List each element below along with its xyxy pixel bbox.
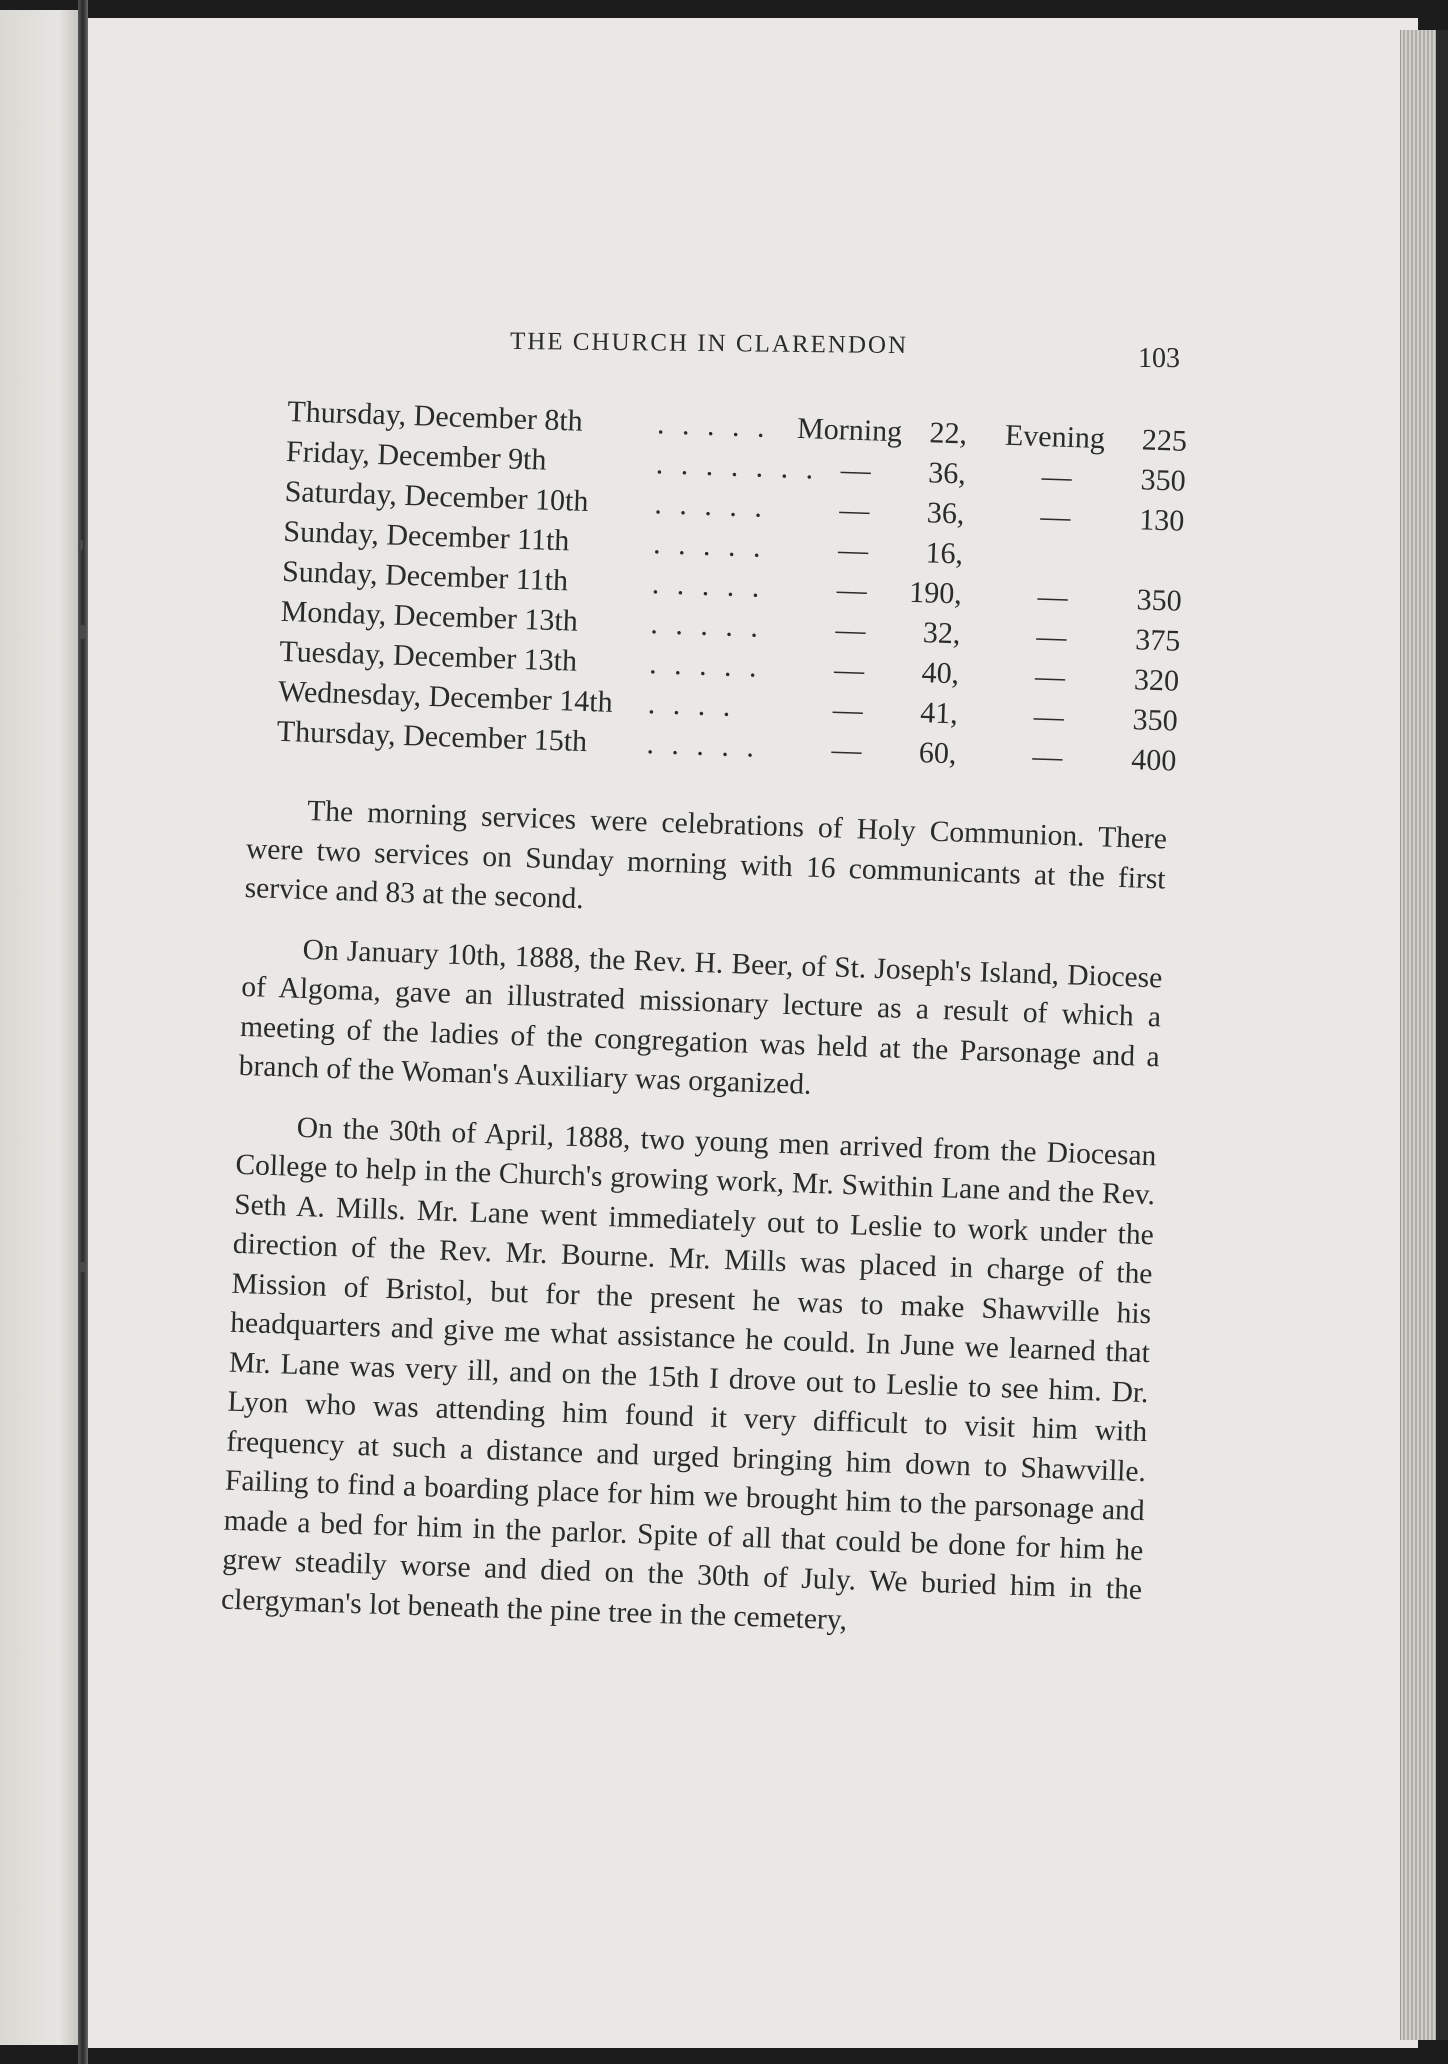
- running-head: THE CHURCH IN CLARENDON: [509, 327, 909, 360]
- dot-leaders: . . . . . . .: [655, 447, 819, 486]
- dot-leaders: . . . .: [647, 687, 736, 723]
- paragraph: On the 30th of April, 1888, two young men arrived from the Diocesan College to help in the Church's growing work, Mr. Swithin Lane and the Rev. Seth A. Mills. Mr. Lane went immediately out to Leslie to work under the direction of the Rev. Mr. Bourne. Mr. Mills was placed in charge of the Mission of Bristol, but for the present he was to make Shawville his headquarters and give me what assistance he could. In June we learned that Mr. Lane was very ill, and on the 15th I drove out to Leslie to see him. Dr. Lyon who was attending him found it very difficult to visit him with frequency at such a distance and urged bringing him down to Shawville. Failing to find a boarding place for him we brought him to the parsonage and made a bed for him in the parlor. Spite of all that could be done for him he grew steadily worse and died on the 30th of July. We buried him in the clergyman's lot beneath the pine tree in the cemetery,: [220, 1111, 1157, 1636]
- dot-leaders: . . . . .: [654, 487, 768, 524]
- morning-count: 36,: [926, 496, 965, 531]
- morning-count: 32,: [922, 616, 961, 651]
- row-day: Monday, December 13th: [280, 594, 579, 638]
- row-day: Friday, December 9th: [285, 434, 547, 477]
- margin-speck: [80, 625, 85, 639]
- evening-count: 225: [1141, 423, 1188, 458]
- morning-count: 40,: [921, 656, 960, 691]
- dot-leaders: . . . . .: [656, 407, 771, 444]
- morning-count: 22,: [929, 416, 968, 451]
- service-attendance-table: [276, 395, 1187, 785]
- ditto-dash: —: [833, 653, 865, 688]
- morning-count: 36,: [927, 456, 967, 491]
- dot-leaders: . . . . .: [650, 607, 764, 644]
- evening-count: 350: [1140, 463, 1187, 498]
- ditto-dash: —: [838, 493, 871, 528]
- evening-count: 350: [1136, 583, 1183, 618]
- ditto-dash: —: [1031, 739, 1063, 774]
- paragraph: On January 10th, 1888, the Rev. H. Beer, of St. Joseph's Island, Diocese of Algoma, gave an illustrated missionary lecture as a result of which a meeting of the ladies of the congregation was held at the Parsonage and a branch of the Woman's Auxiliary was organized.: [238, 933, 1163, 1101]
- ditto-dash: —: [834, 613, 867, 648]
- row-day: Wednesday, December 14th: [277, 674, 614, 719]
- morning-count: 60,: [918, 736, 958, 771]
- row-day: Saturday, December 10th: [284, 474, 589, 519]
- ditto-dash: —: [1035, 619, 1067, 654]
- paragraph: The morning services were celebrations of Holy Communion. There were two services on Sunday morning with 16 communicants at the first service and 83 at the second.: [244, 794, 1168, 916]
- dot-leaders: . . . . .: [652, 527, 767, 564]
- morning-count: 41,: [919, 696, 959, 731]
- dot-leaders: . . . . .: [646, 727, 760, 764]
- ditto-dash: —: [1033, 699, 1065, 734]
- ditto-dash: —: [840, 453, 872, 488]
- margin-speck: [78, 540, 83, 550]
- ditto-dash: —: [1034, 659, 1066, 694]
- row-day: Thursday, December 15th: [276, 714, 588, 759]
- morning-label: Morning: [796, 411, 903, 449]
- ditto-dash: —: [1041, 460, 1073, 495]
- row-day: Sunday, December 11th: [281, 554, 569, 598]
- ditto-dash: —: [830, 733, 863, 768]
- row-day: Thursday, December 8th: [286, 395, 584, 438]
- ditto-dash: —: [1039, 500, 1071, 534]
- evening-count: 400: [1130, 743, 1177, 778]
- page-edges-shadow: [1436, 30, 1448, 2040]
- dot-leaders: . . . . .: [648, 647, 763, 684]
- evening-count: 375: [1134, 623, 1181, 658]
- evening-count: 350: [1132, 703, 1179, 738]
- margin-speck: [80, 1262, 85, 1272]
- ditto-dash: —: [832, 693, 864, 728]
- book-gutter: [78, 0, 88, 2064]
- morning-count: 16,: [925, 536, 964, 571]
- dot-leaders: . . . . .: [651, 567, 765, 604]
- left-page-edge: [0, 10, 84, 2045]
- row-day: Sunday, December 11th: [282, 514, 570, 558]
- morning-count: 190,: [908, 575, 963, 611]
- evening-count: 130: [1138, 503, 1185, 538]
- ditto-dash: —: [1037, 579, 1069, 614]
- ditto-dash: —: [836, 573, 868, 608]
- page-number: 103: [1138, 343, 1180, 374]
- page-edges: [1400, 30, 1439, 2040]
- row-day: Tuesday, December 13th: [278, 634, 578, 678]
- evening-count: 320: [1133, 663, 1180, 698]
- body-text: [220, 790, 1168, 1670]
- ditto-dash: —: [837, 533, 869, 568]
- evening-label: Evening: [1004, 418, 1106, 456]
